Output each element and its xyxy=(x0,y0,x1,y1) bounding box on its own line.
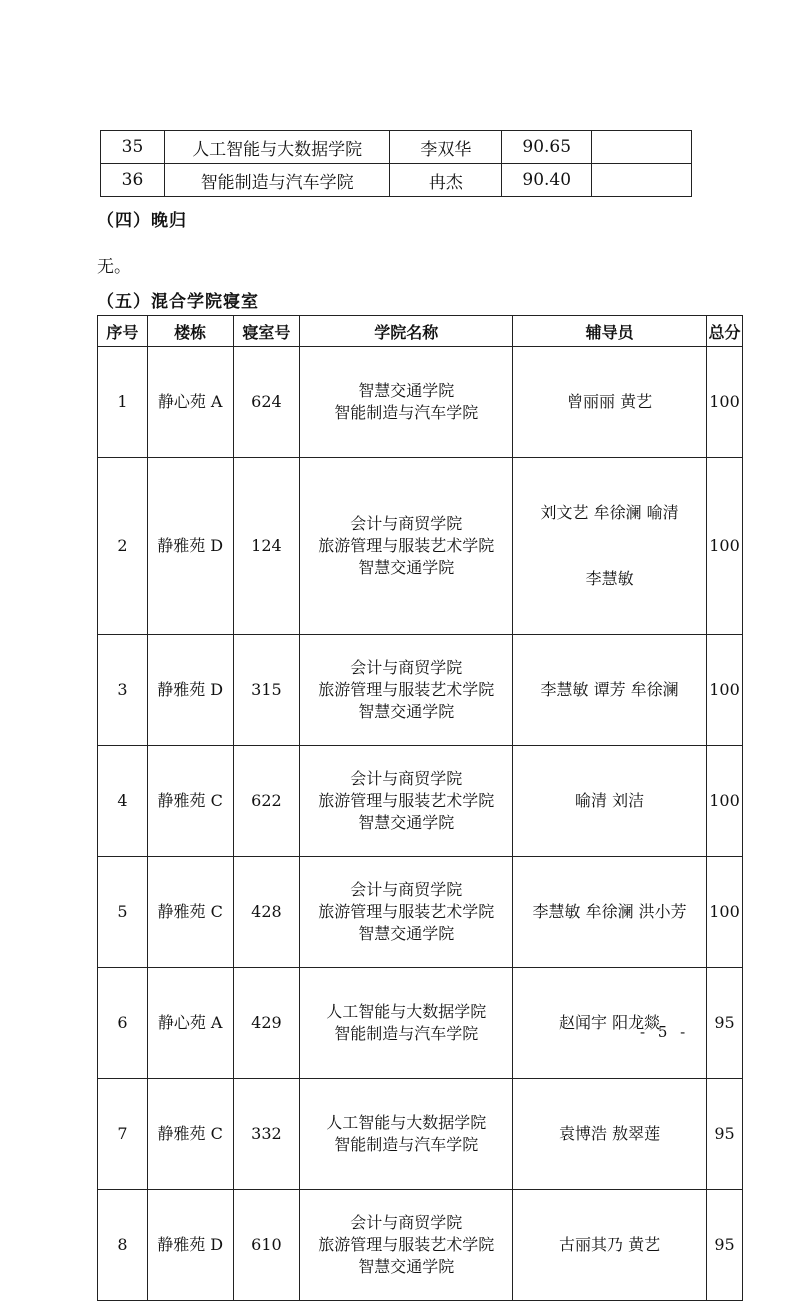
table-row xyxy=(98,635,743,746)
building: 静心苑 A xyxy=(147,968,233,1079)
header-college: 学院名称 xyxy=(300,316,513,347)
total-score: 100 xyxy=(706,347,742,458)
total-score: 95 xyxy=(706,968,742,1079)
college-name: 智慧交通学院 xyxy=(358,702,455,721)
section-heading-late-return: （四）晚归 xyxy=(97,211,187,231)
room-number: 622 xyxy=(233,746,300,857)
college-name: 会计与商贸学院 xyxy=(350,880,463,899)
counselor-line: 赵闻宇 阳龙燚 xyxy=(559,1013,661,1032)
room-number: 429 xyxy=(233,968,300,1079)
college-name: 会计与商贸学院 xyxy=(350,769,463,788)
college-name: 会计与商贸学院 xyxy=(350,658,463,677)
counselors xyxy=(513,1190,707,1301)
total-score: 100 xyxy=(706,746,742,857)
college-name: 会计与商贸学院 xyxy=(350,1213,463,1232)
table-row xyxy=(98,1190,743,1301)
college-names xyxy=(300,458,513,635)
college-name: 人工智能与大数据学院 xyxy=(164,131,390,164)
total-score: 100 xyxy=(706,857,742,968)
college-name: 智慧交通学院 xyxy=(358,924,455,943)
college-names xyxy=(300,968,513,1079)
building: 静雅苑 C xyxy=(147,857,233,968)
total-score: 100 xyxy=(706,635,742,746)
row-number: 35 xyxy=(101,131,165,164)
counselor-line: 李慧敏 牟徐澜 洪小芳 xyxy=(532,902,687,921)
building: 静雅苑 C xyxy=(147,746,233,857)
room-number: 624 xyxy=(233,347,300,458)
college-name: 旅游管理与服装艺术学院 xyxy=(318,902,495,921)
building: 静雅苑 D xyxy=(147,635,233,746)
row-number: 8 xyxy=(98,1190,148,1301)
row-number: 2 xyxy=(98,458,148,635)
college-name: 智能制造与汽车学院 xyxy=(334,1135,479,1154)
row-number: 3 xyxy=(98,635,148,746)
college-name: 人工智能与大数据学院 xyxy=(326,1002,487,1021)
college-name: 人工智能与大数据学院 xyxy=(326,1113,487,1132)
row-number: 7 xyxy=(98,1079,148,1190)
building: 静心苑 A xyxy=(147,347,233,458)
note xyxy=(592,164,692,197)
counselors xyxy=(513,1079,707,1190)
college-name: 旅游管理与服装艺术学院 xyxy=(318,1235,495,1254)
header-counselor: 辅导员 xyxy=(513,316,707,347)
counselor-line: 喻清 刘洁 xyxy=(575,791,645,810)
room-number: 332 xyxy=(233,1079,300,1190)
college-name: 旅游管理与服装艺术学院 xyxy=(318,680,495,699)
college-name: 智慧交通学院 xyxy=(358,1257,455,1276)
room-number: 610 xyxy=(233,1190,300,1301)
total-score: 95 xyxy=(706,1190,742,1301)
row-number: 4 xyxy=(98,746,148,857)
table-header-row xyxy=(98,316,743,347)
counselor-line: 古丽其乃 黄艺 xyxy=(559,1235,661,1254)
college-name: 智慧交通学院 xyxy=(358,381,455,400)
section-content-late-return: 无。 xyxy=(97,257,131,277)
header-room: 寝室号 xyxy=(233,316,300,347)
table-row xyxy=(101,164,692,197)
header-building: 楼栋 xyxy=(147,316,233,347)
mixed-dorm-table xyxy=(97,315,743,1301)
college-name: 会计与商贸学院 xyxy=(350,514,463,533)
counselor-line: 李慧敏 xyxy=(585,569,634,588)
room-number: 315 xyxy=(233,635,300,746)
college-name: 智慧交通学院 xyxy=(358,558,455,577)
row-number: 36 xyxy=(101,164,165,197)
counselors xyxy=(513,746,707,857)
counselor-line: 刘文艺 牟徐澜 喻清 xyxy=(540,503,679,522)
row-number: 5 xyxy=(98,857,148,968)
header-no: 序号 xyxy=(98,316,148,347)
section-heading-mixed-dorm: （五）混合学院寝室 xyxy=(97,292,259,312)
college-names xyxy=(300,857,513,968)
score: 90.65 xyxy=(502,131,592,164)
counselors xyxy=(513,857,707,968)
counselors xyxy=(513,347,707,458)
table-row xyxy=(98,347,743,458)
college-name: 智能制造与汽车学院 xyxy=(334,1024,479,1043)
table-row xyxy=(98,458,743,635)
college-name: 智慧交通学院 xyxy=(358,813,455,832)
college-names xyxy=(300,746,513,857)
college-name: 旅游管理与服装艺术学院 xyxy=(318,536,495,555)
building: 静雅苑 D xyxy=(147,458,233,635)
college-name: 旅游管理与服装艺术学院 xyxy=(318,791,495,810)
row-number: 1 xyxy=(98,347,148,458)
table-row xyxy=(98,1079,743,1190)
header-score: 总分 xyxy=(706,316,742,347)
total-score: 95 xyxy=(706,1079,742,1190)
building: 静雅苑 C xyxy=(147,1079,233,1190)
total-score: 100 xyxy=(706,458,742,635)
college-names xyxy=(300,635,513,746)
top-score-table xyxy=(100,130,692,197)
score: 90.40 xyxy=(502,164,592,197)
college-names xyxy=(300,1190,513,1301)
page-number: - 5 - xyxy=(640,1023,690,1041)
college-names xyxy=(300,1079,513,1190)
table-row xyxy=(98,857,743,968)
room-number: 124 xyxy=(233,458,300,635)
note xyxy=(592,131,692,164)
college-name: 智能制造与汽车学院 xyxy=(334,403,479,422)
college-name: 智能制造与汽车学院 xyxy=(164,164,390,197)
row-number: 6 xyxy=(98,968,148,1079)
counselors xyxy=(513,635,707,746)
college-names xyxy=(300,347,513,458)
counselor-name: 冉杰 xyxy=(390,164,502,197)
counselor-line: 袁博浩 敖翠莲 xyxy=(559,1124,661,1143)
counselor-line: 李慧敏 谭芳 牟徐澜 xyxy=(540,680,679,699)
building: 静雅苑 D xyxy=(147,1190,233,1301)
room-number: 428 xyxy=(233,857,300,968)
counselors xyxy=(513,458,707,635)
counselor-name: 李双华 xyxy=(390,131,502,164)
counselor-line: 曾丽丽 黄艺 xyxy=(567,392,653,411)
table-row xyxy=(101,131,692,164)
table-row xyxy=(98,746,743,857)
